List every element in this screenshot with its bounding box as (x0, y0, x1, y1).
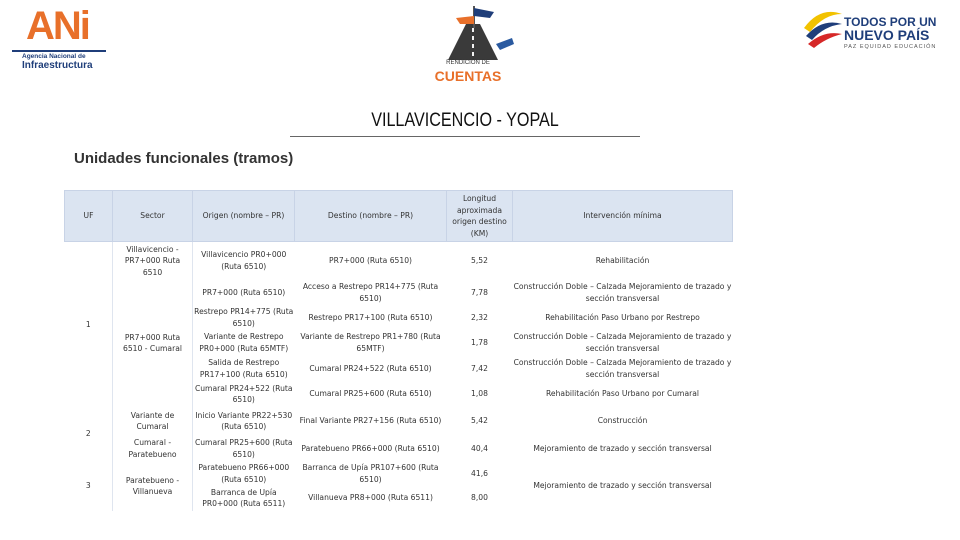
uf-cell: 2 (65, 407, 113, 462)
table-header-row (65, 191, 733, 242)
tpnp-logo-line1: TODOS POR UN (844, 15, 937, 29)
header-origen: Origen (nombre – PR) (193, 191, 295, 242)
intervencion-cell: Rehabilitación (513, 242, 733, 280)
longitud-cell: 1,78 (447, 330, 513, 356)
intervencion-cell: Mejoramiento de trazado y sección transversal (513, 436, 733, 462)
origen-cell: Cumaral PR24+522 (Ruta 6510) (193, 382, 295, 407)
header-sector: Sector (113, 191, 193, 242)
intervencion-cell: Construcción Doble – Calzada Mejoramiento de trazado y sección transversal (513, 280, 733, 306)
table-row (65, 462, 733, 486)
rendicion-cuentas-logo (418, 4, 528, 86)
longitud-cell: 7,42 (447, 356, 513, 382)
intervencion-cell: Construcción (513, 407, 733, 436)
longitud-cell: 2,32 (447, 306, 513, 330)
rendicion-logo-line2: CUENTAS (434, 68, 502, 84)
longitud-cell: 8,00 (447, 486, 513, 511)
longitud-cell: 5,52 (447, 242, 513, 280)
origen-cell: PR7+000 (Ruta 6510) (193, 280, 295, 306)
destino-cell: Final Variante PR27+156 (Ruta 6510) (295, 407, 447, 436)
table-row (65, 242, 733, 280)
sector-cell: Cumaral - Paratebueno (113, 436, 193, 462)
header-longitud: Longitud aproximada origen destino (KM) (447, 191, 513, 242)
section-subtitle: Unidades funcionales (tramos) (74, 150, 294, 167)
origen-cell: Variante de Restrepo PR0+000 (Ruta 65MTF) (193, 330, 295, 356)
uf-cell: 3 (65, 462, 113, 511)
destino-cell: Cumaral PR25+600 (Ruta 6510) (295, 382, 447, 407)
origen-cell: Paratebueno PR66+000 (Ruta 6510) (193, 462, 295, 486)
origen-cell: Cumaral PR25+600 (Ruta 6510) (193, 436, 295, 462)
destino-cell: Restrepo PR17+100 (Ruta 6510) (295, 306, 447, 330)
destino-cell: Barranca de Upía PR107+600 (Ruta 6510) (295, 462, 447, 486)
ani-logo-mark: ANi (26, 4, 89, 48)
intervencion-cell: Construcción Doble – Calzada Mejoramiento de trazado y sección transversal (513, 330, 733, 356)
header-intervencion: Intervención mínima (513, 191, 733, 242)
longitud-cell: 41,6 (447, 462, 513, 486)
destino-cell: Cumaral PR24+522 (Ruta 6510) (295, 356, 447, 382)
table-row (65, 280, 733, 306)
destino-cell: Variante de Restrepo PR1+780 (Ruta 65MTF) (295, 330, 447, 356)
ani-logo (12, 4, 112, 71)
title-underline (290, 136, 640, 137)
destino-cell: PR7+000 (Ruta 6510) (295, 242, 447, 280)
longitud-cell: 5,42 (447, 407, 513, 436)
road-sign-icon (418, 4, 528, 62)
origen-cell: Villavicencio PR0+000 (Ruta 6510) (193, 242, 295, 280)
ani-logo-subtitle: Agencia Nacional de (22, 53, 86, 60)
origen-cell: Inicio Variante PR22+530 (Ruta 6510) (193, 407, 295, 436)
table-row (65, 436, 733, 462)
tpnp-logo-line2: NUEVO PAÍS (844, 27, 930, 43)
tpnp-logo-tagline: PAZ EQUIDAD EDUCACIÓN (844, 44, 937, 50)
sector-cell: Villavicencio - PR7+000 Ruta 6510 (113, 242, 193, 280)
header-uf: UF (65, 191, 113, 242)
destino-cell: Acceso a Restrepo PR14+775 (Ruta 6510) (295, 280, 447, 306)
rendicion-logo-line1: RENDICIÓN DE (446, 60, 490, 66)
table-row (65, 407, 733, 436)
intervencion-cell: Mejoramiento de trazado y sección transversal (513, 462, 733, 511)
sector-cell: Paratebueno - Villanueva (113, 462, 193, 511)
todos-por-un-nuevo-pais-logo (800, 6, 940, 56)
intervencion-cell: Rehabilitación Paso Urbano por Restrepo (513, 306, 733, 330)
functional-units-table (64, 190, 732, 511)
ani-logo-divider (12, 50, 106, 52)
flag-swoosh-icon (800, 6, 844, 56)
longitud-cell: 40,4 (447, 436, 513, 462)
origen-cell: Salida de Restrepo PR17+100 (Ruta 6510) (193, 356, 295, 382)
uf-cell: 1 (65, 242, 113, 407)
longitud-cell: 7,78 (447, 280, 513, 306)
origen-cell: Restrepo PR14+775 (Ruta 6510) (194, 307, 294, 328)
intervencion-cell: Rehabilitación Paso Urbano por Cumaral (513, 382, 733, 407)
page-title: VILLAVICENCIO - YOPAL (371, 110, 559, 131)
header-destino: Destino (nombre – PR) (295, 191, 447, 242)
ani-logo-name: Infraestructura (22, 60, 93, 71)
sector-cell: Variante de Cumaral (113, 407, 193, 436)
longitud-cell: 1,08 (447, 382, 513, 407)
sector-cell: PR7+000 Ruta 6510 - Cumaral (113, 280, 193, 407)
destino-cell: Villanueva PR8+000 (Ruta 6511) (295, 486, 447, 511)
destino-cell: Paratebueno PR66+000 (Ruta 6510) (295, 436, 447, 462)
origen-cell: Barranca de Upía PR0+000 (Ruta 6511) (193, 486, 295, 511)
intervencion-cell: Construcción Doble – Calzada Mejoramiento de trazado y sección transversal (513, 356, 733, 382)
